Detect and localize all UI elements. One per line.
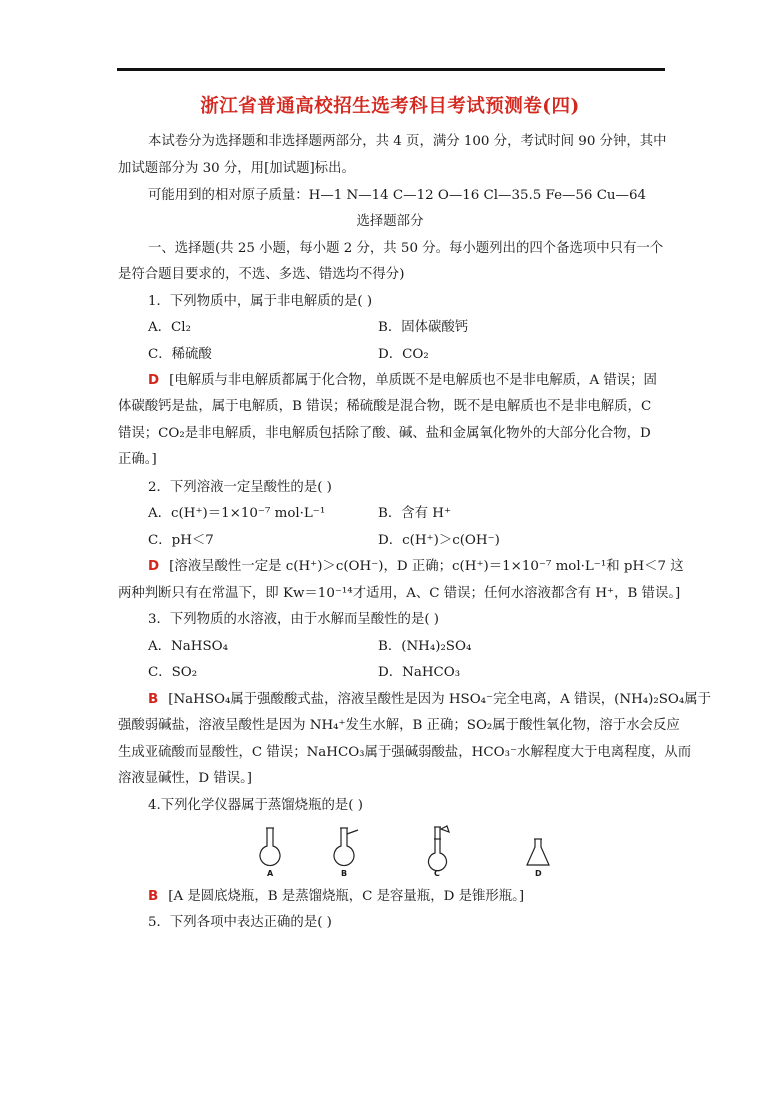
volumetric-flask-icon: [429, 826, 450, 871]
flask-label-b: B: [341, 869, 348, 878]
header-rule: [117, 68, 665, 71]
intro-line: 本试卷分为选择题和非选择题两部分，共 4 页，满分 100 分，考试时间 90 分钟，其中: [148, 134, 667, 149]
q2-option-d: D．c(H⁺)＞c(OH⁻): [378, 533, 500, 548]
q2-option-c: C．pH＜7: [148, 533, 214, 548]
flask-label-d: D: [535, 869, 542, 878]
q1-explanation: 体碳酸钙是盐，属于电解质，B 错误；稀硫酸是混合物，既不是电解质也不是非电解质，C: [118, 399, 652, 414]
atomic-mass-line: 可能用到的相对原子质量：H—1 N—14 C—12 O—16 Cl—35.5 Fe—56 Cu—64: [148, 188, 646, 203]
part-header: 一、选择题(共 25 小题，每小题 2 分，共 50 分。每小题列出的四个备选项中只有一个: [148, 241, 664, 256]
question-2-stem: 2．下列溶液一定呈酸性的是( ): [148, 480, 332, 495]
q3-option-b: B．(NH₄)₂SO₄: [378, 639, 472, 654]
distillation-flask-icon: [334, 828, 358, 866]
q3-option-a: A．NaHSO₄: [148, 639, 228, 654]
glassware-drawings: [240, 825, 570, 880]
round-bottom-flask-icon: [260, 828, 280, 866]
q3-explanation: 溶液显碱性，D 错误。]: [118, 771, 253, 786]
q1-explanation: D [电解质与非电解质都属于化合物，单质既不是电解质也不是非电解质，A 错误；固: [148, 373, 657, 388]
q4-answer: B: [148, 889, 159, 904]
flask-figure: [240, 825, 570, 880]
question-3-stem: 3．下列物质的水溶液，由于水解而呈酸性的是( ): [148, 612, 440, 627]
q2-answer: D: [148, 559, 160, 574]
flask-label-a: A: [267, 869, 274, 878]
q1-explanation: 错误；CO₂是非电解质，非电解质包括除了酸、碱、盐和金属氧化物外的大部分化合物，D: [118, 426, 651, 441]
q2-option-a: A．c(H⁺)＝1×10⁻⁷ mol·L⁻¹: [148, 506, 326, 521]
q3-option-c: C．SO₂: [148, 665, 198, 680]
part-header: 是符合题目要求的，不选、多选、错选均不得分): [118, 267, 405, 282]
question-1-stem: 1．下列物质中，属于非电解质的是( ): [148, 294, 373, 309]
q1-answer: D: [148, 373, 160, 388]
q1-explanation: 正确。]: [118, 452, 157, 467]
q1-option-a: A．Cl₂: [148, 320, 191, 335]
q4-explanation: B [A 是圆底烧瓶，B 是蒸馏烧瓶，C 是容量瓶，D 是锥形瓶。]: [148, 889, 525, 904]
q3-explanation: 生成亚硫酸而显酸性，C 错误；NaHCO₃属于强碱弱酸盐，HCO₃⁻水解程度大于电离程度，从而: [118, 745, 692, 760]
question-5-stem: 5．下列各项中表达正确的是( ): [148, 915, 332, 930]
q3-explanation: B [NaHSO₄属于强酸酸式盐，溶液呈酸性是因为 HSO₄⁻完全电离，A 错误，(NH₄)₂SO₄属于: [148, 692, 712, 707]
question-4-stem: 4.下列化学仪器属于蒸馏烧瓶的是( ): [148, 798, 363, 813]
q2-explanation: 两种判断只有在常温下，即 Kw＝10⁻¹⁴才适用，A、C 错误；任何水溶液都含有 H⁺，B 错误。]: [118, 586, 681, 601]
exam-title: 浙江省普通高校招生选考科目考试预测卷(四): [200, 96, 580, 117]
q1-option-b: B．固体碳酸钙: [378, 320, 469, 335]
q1-option-c: C．稀硫酸: [148, 347, 212, 362]
q3-explanation: 强酸弱碱盐，溶液呈酸性是因为 NH₄⁺发生水解，B 正确；SO₂属于酸性氧化物，溶于水会反应: [118, 718, 680, 733]
intro-line: 加试题部分为 30 分，用[加试题]标出。: [118, 161, 355, 176]
q2-explanation: D [溶液呈酸性一定是 c(H⁺)＞c(OH⁻)，D 正确；c(H⁺)＝1×10⁻⁷ mol·L⁻¹和 pH＜7 这: [148, 559, 684, 574]
q3-option-d: D．NaHCO₃: [378, 665, 461, 680]
section-title: 选择题部分: [356, 214, 424, 229]
q3-answer: B: [148, 692, 159, 707]
erlenmeyer-flask-icon: [527, 839, 549, 865]
q1-option-d: D．CO₂: [378, 347, 429, 362]
flask-label-c: C: [434, 869, 440, 878]
q2-option-b: B．含有 H⁺: [378, 506, 452, 521]
